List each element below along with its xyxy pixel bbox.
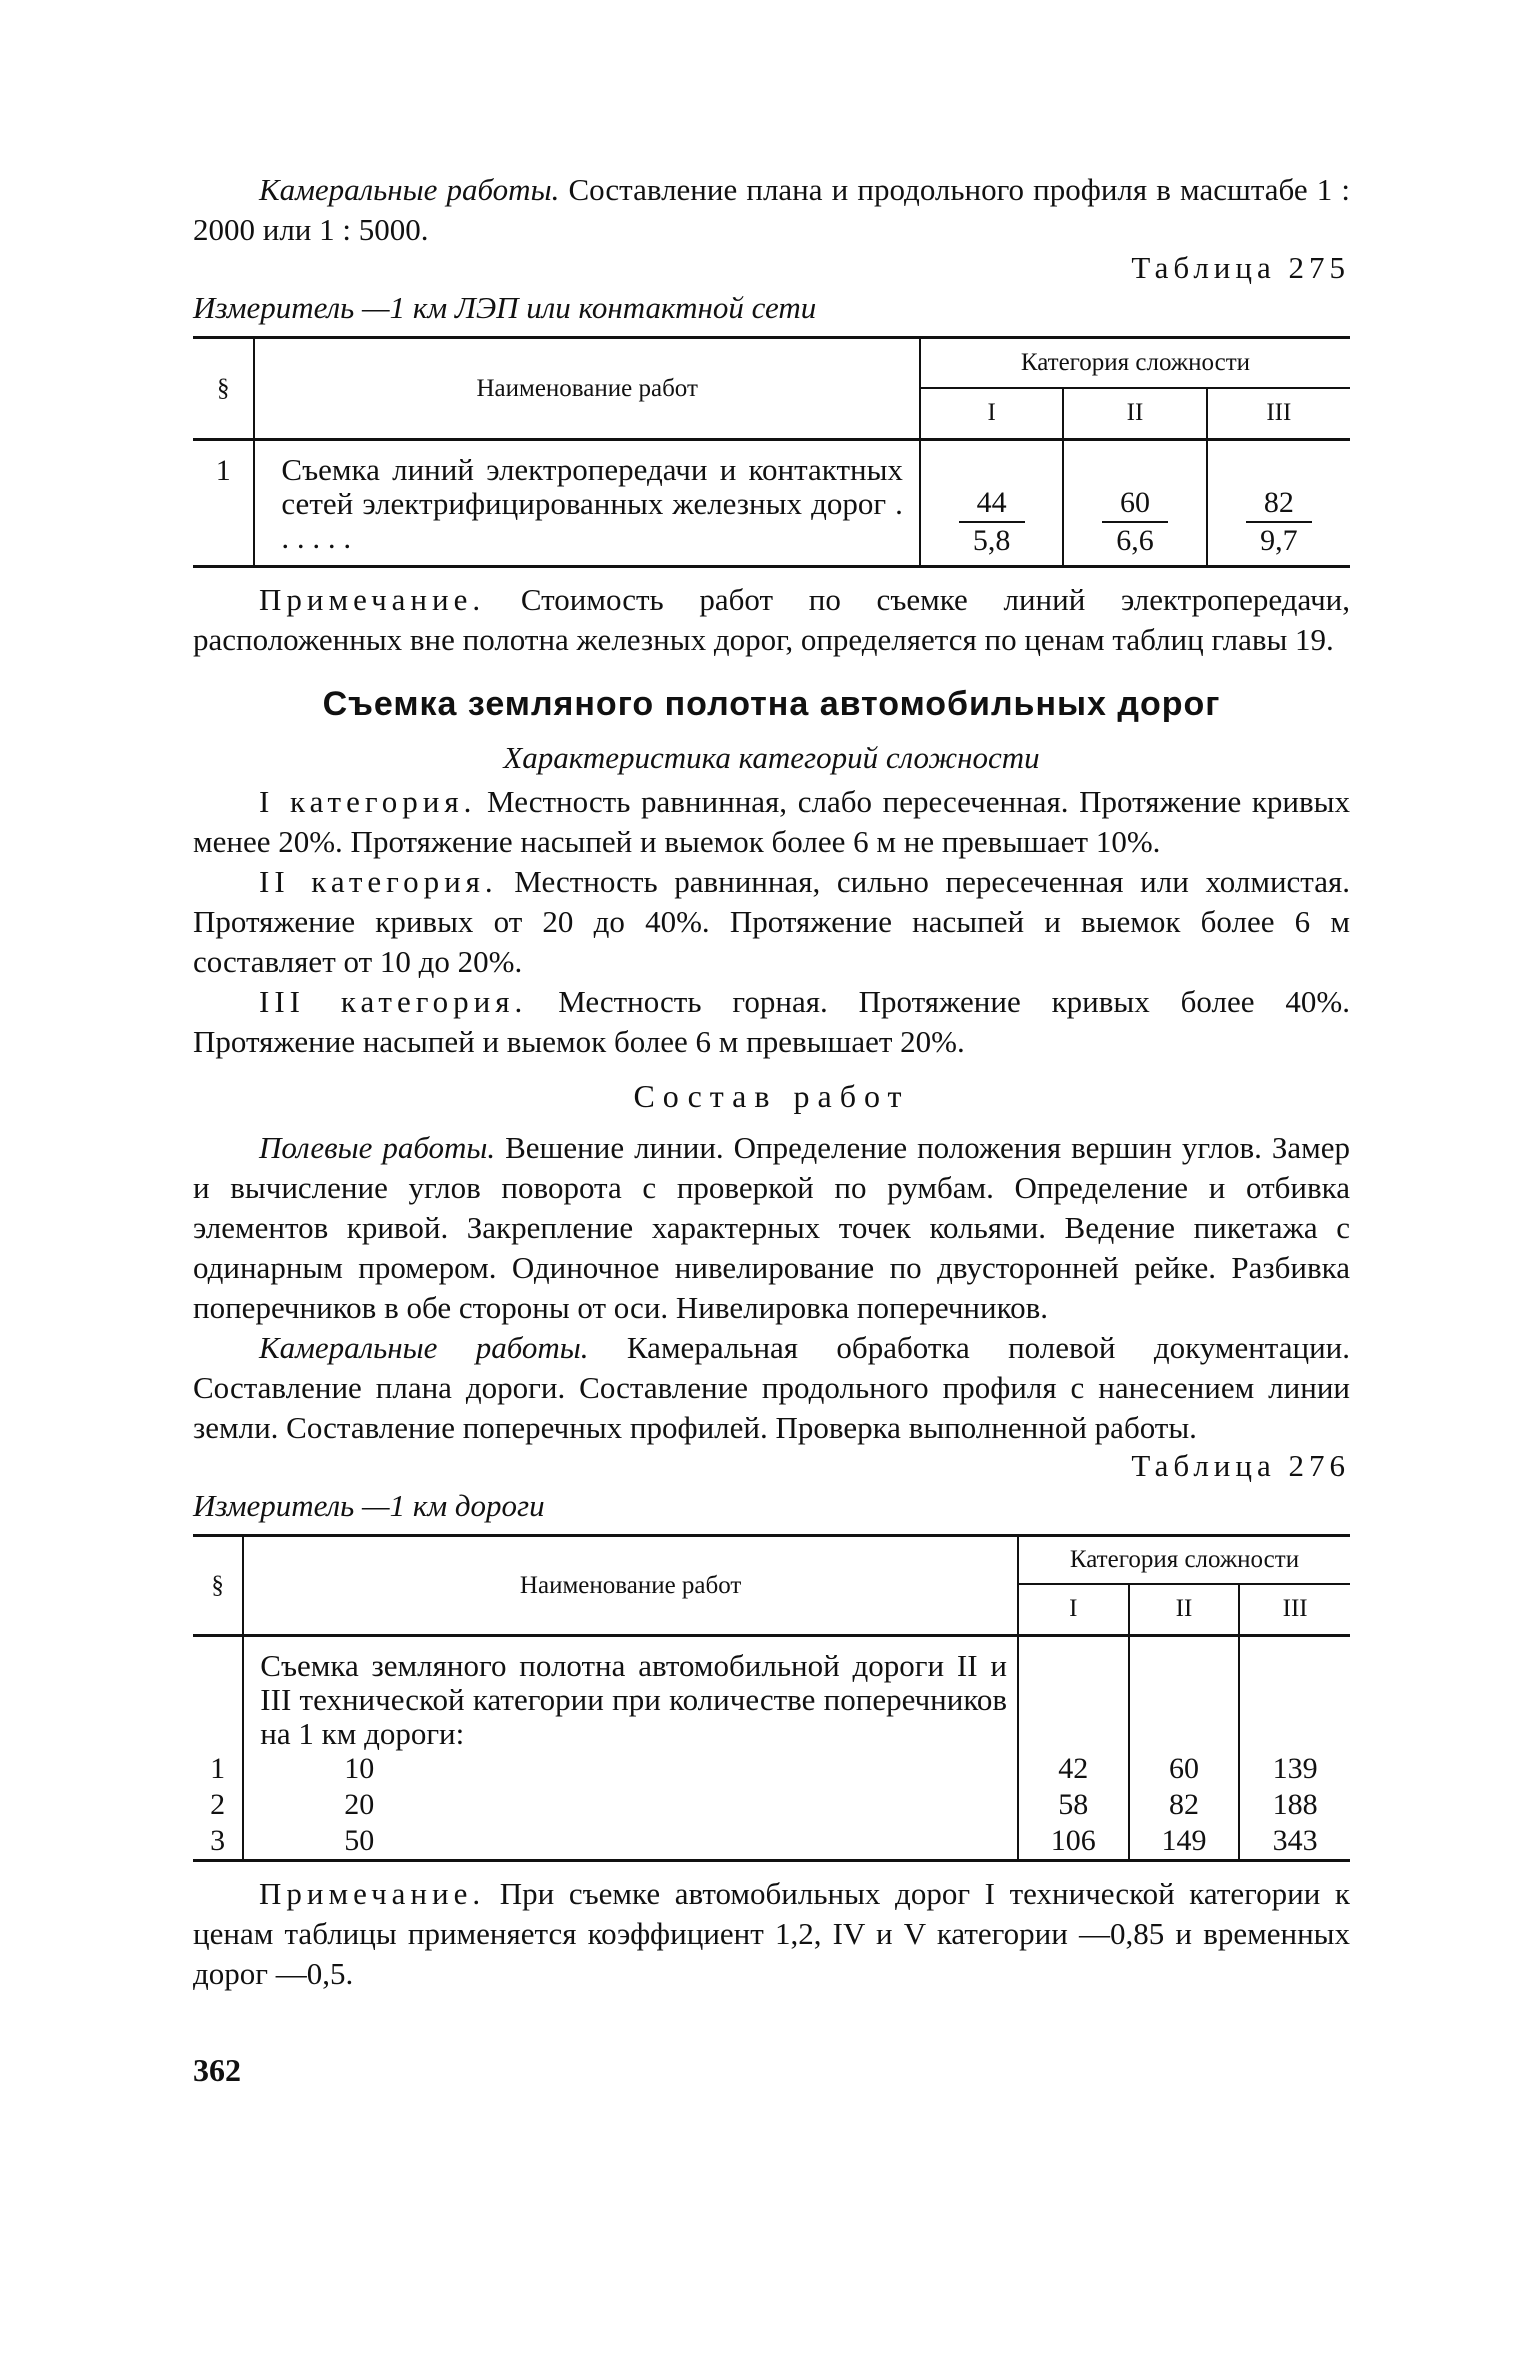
office-lead: Камеральные работы.: [259, 1330, 589, 1365]
intro-text: Составление плана и продольного профиля в масштабе 1 : 2000 или 1 : 5000.: [193, 172, 1350, 247]
table276-row-v3: 343: [1239, 1823, 1350, 1861]
cat3-lead: III категория.: [259, 984, 528, 1019]
table275-cat-3: III: [1207, 388, 1350, 440]
table276-row-name: 50: [243, 1823, 1018, 1861]
table276-cat-3: III: [1239, 1584, 1350, 1636]
table276-row-v2: 60: [1129, 1751, 1240, 1787]
table276-desc-v2: [1129, 1636, 1240, 1752]
table275-cat-2: II: [1063, 388, 1206, 440]
table276-row-num: 1: [193, 1751, 243, 1787]
cat1-lead: I категория.: [259, 784, 477, 819]
table276-row-v3: 139: [1239, 1751, 1350, 1787]
table275-col-cat: Категория сложности: [920, 338, 1350, 388]
table-row: [193, 1751, 1350, 1787]
cat2-paragraph: [193, 862, 1350, 982]
table-row: [193, 1787, 1350, 1823]
table275-measure: Измеритель —1 км ЛЭП или контактной сети: [193, 290, 817, 325]
office-paragraph: [193, 1328, 1350, 1448]
table276-row-v1: 58: [1058, 1788, 1089, 1821]
note2-paragraph: [193, 1874, 1350, 1994]
table276-row-v2: 82: [1129, 1787, 1240, 1823]
cat3-paragraph: [193, 982, 1350, 1062]
section-title: Съемка земляного полотна автомобильных дорог: [322, 685, 1221, 723]
intro-paragraph: [193, 170, 1350, 250]
table276-measure: Измеритель —1 км дороги: [193, 1488, 545, 1523]
table275-v1-top: 44: [959, 485, 1025, 523]
table275-caption: Таблица 275: [1131, 250, 1350, 285]
table276-cat-2: II: [1129, 1584, 1240, 1636]
table275-v2-top: 60: [1102, 485, 1168, 523]
table276-col-sect: §: [193, 1536, 243, 1636]
works-title: Состав работ: [633, 1078, 910, 1114]
document-page: [193, 170, 1350, 2090]
table275-col-sect: §: [193, 338, 254, 440]
table275-row-num: 1: [193, 440, 254, 567]
table275-cell-3: [1207, 440, 1350, 567]
intro-lead: Камеральные работы.: [259, 172, 560, 207]
field-lead: Полевые работы.: [259, 1130, 496, 1165]
note1-lead: Примечание.: [259, 582, 486, 617]
table275-v3-bottom: 9,7: [1260, 524, 1298, 557]
cat2-lead: II категория.: [259, 864, 498, 899]
office-text: Камеральная обработка полевой документации. Составление плана дороги. Составление продольного профиля с нанесением линии земли. Составление поперечных профилей. Проверка выполненной работы.: [193, 1330, 1351, 1445]
table276-row-v2: 149: [1129, 1823, 1240, 1861]
cat1-text: Местность равнинная, слабо пересеченная. Протяжение кривых менее 20%. Протяжение насыпей и выемок более 6 м не превышает 10%.: [193, 784, 1350, 859]
table275-v1-bottom: 5,8: [972, 524, 1011, 557]
table276-desc-num: [193, 1636, 243, 1752]
table275-cell-1: [920, 440, 1063, 567]
table276-row-v3: 188: [1239, 1787, 1350, 1823]
field-paragraph: [193, 1128, 1350, 1328]
table276-desc-v3: [1239, 1636, 1350, 1752]
table275-v3-top: 82: [1246, 485, 1312, 523]
note1-paragraph: [193, 580, 1350, 660]
table276-cat-1: I: [1069, 1595, 1078, 1623]
note2-text: При съемке автомобильных дорог I технической категории к ценам таблицы применяется коэффициент 1,2, IV и V категории —0,85 и временных дорог —0,5.: [193, 1876, 1350, 1991]
cat3-text: Местность горная. Протяжение кривых более 40%. Протяжение насыпей и выемок более 6 м превышает 20%.: [193, 984, 1350, 1059]
table276-desc: Съемка земляного полотна автомобильной дороги II и III технической категории при количестве поперечников на 1 км дороги:: [243, 1636, 1018, 1752]
page-number: 362: [193, 2052, 241, 2088]
table275-row-name: Съемка линий электропередачи и контактных сетей электрифицированных железных дорог . . . . . .: [254, 440, 920, 567]
table276-desc-v1: [1018, 1636, 1129, 1752]
table275-v2-bottom: 6,6: [1116, 524, 1154, 557]
table276-col-cat: Категория сложности: [1018, 1536, 1350, 1584]
table275-cat-1: I: [987, 399, 996, 427]
note2-lead: Примечание.: [259, 1876, 486, 1911]
table276-row-v1: 106: [1050, 1824, 1096, 1857]
table276-row-num: 2: [193, 1787, 243, 1823]
table276-row-num: 3: [193, 1823, 243, 1861]
table276-row-v1: 42: [1058, 1752, 1089, 1785]
cat1-paragraph: [193, 782, 1350, 862]
field-text: Вешение линии. Определение положения вершин углов. Замер и вычисление углов поворота с проверкой по румбам. Определение и отбивка элементов кривой. Закрепление характерных точек кольями. Ведение пикетажа с одинарным промером. Одиночное нивелирование по двусторонней рейке. Разбивка поперечников в обе стороны от оси. Нивелировка поперечников.: [193, 1130, 1350, 1325]
table276-row-name: 20: [243, 1787, 1018, 1823]
section-subtitle: Характеристика категорий сложности: [503, 740, 1040, 775]
table-row: [193, 1823, 1350, 1861]
table275-col-name: Наименование работ: [254, 338, 920, 440]
table276-col-name: Наименование работ: [243, 1536, 1018, 1636]
note1-text: Стоимость работ по съемке линий электропередачи, расположенных вне полотна железных дорог, определяется по ценам таблиц главы 19.: [193, 582, 1350, 657]
table-275: [193, 336, 1350, 568]
table275-cell-2: [1063, 440, 1206, 567]
table-276: [193, 1534, 1350, 1862]
cat2-text: Местность равнинная, сильно пересеченная или холмистая. Протяжение кривых от 20 до 40%. Протяжение насыпей и выемок более 6 м составляет от 10 до 20%.: [193, 864, 1350, 979]
table276-caption: Таблица 276: [1131, 1448, 1350, 1483]
table276-row-name: 10: [243, 1751, 1018, 1787]
